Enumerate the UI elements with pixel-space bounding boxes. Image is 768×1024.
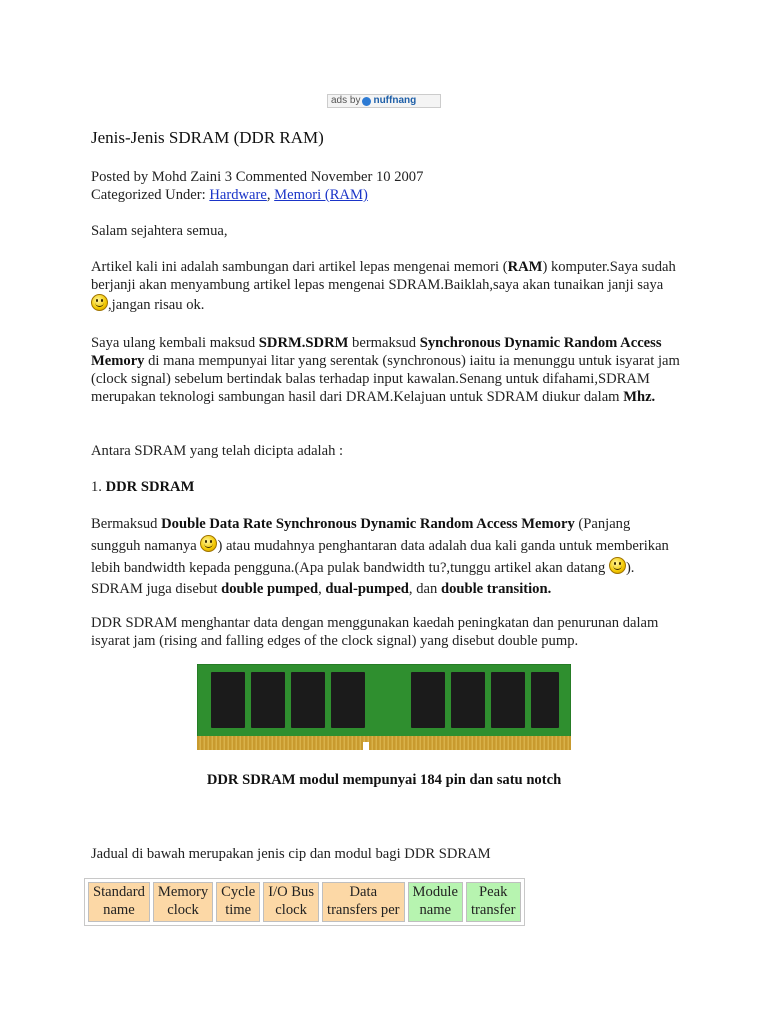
- smiley-icon: [200, 535, 217, 552]
- paragraph-3: Antara SDRAM yang telah dicipta adalah :: [91, 443, 344, 459]
- categorized-label: Categorized Under:: [91, 187, 206, 203]
- ad-brand: nuffnang: [373, 95, 417, 106]
- greeting: Salam sejahtera semua,: [91, 223, 228, 239]
- paragraph-6: Jadual di bawah merupakan jenis cip dan modul bagi DDR SDRAM: [91, 846, 491, 862]
- table-header-cell: Peak transfer: [466, 882, 521, 922]
- ddr-ram-module-image: [197, 664, 571, 754]
- smiley-icon: [91, 294, 108, 311]
- post-title: Jenis-Jenis SDRAM (DDR RAM): [91, 128, 324, 147]
- globe-icon: [362, 97, 371, 106]
- category-link-hardware[interactable]: Hardware: [209, 187, 267, 203]
- table-header-cell: Standard name: [88, 882, 150, 922]
- table-header-cell: Cycle time: [216, 882, 260, 922]
- paragraph-5: DDR SDRAM menghantar data dengan menggunakan kaedah peningkatan dan penurunan dalam isyarat jam (rising and falling edges of the clock signal) yang disebut double pump.: [91, 615, 659, 649]
- paragraph-1: Artikel kali ini adalah sambungan dari artikel lepas mengenai memori (RAM) komputer.Saya sudah berjanji akan menyambung artikel lepas mengenai SDRAM.Baiklah,saya akan tunaikan janji saya ,jangan risau ok.: [91, 259, 676, 313]
- smiley-icon: [609, 557, 626, 574]
- table-header-cell: Module name: [408, 882, 463, 922]
- ad-prefix: ads by: [331, 95, 361, 106]
- section-heading: 1. DDR SDRAM: [91, 479, 195, 495]
- table-header-cell: Data transfers per: [322, 882, 405, 922]
- table-header-row: [88, 882, 521, 922]
- nuffnang-ad-badge[interactable]: [327, 94, 441, 108]
- paragraph-2: Saya ulang kembali maksud SDRM.SDRM bermaksud Synchronous Dynamic Random Access Memory di mana mempunyai litar yang serentak (synchronous) iaitu ia menunggu untuk isyarat jam (clock signal) sebelum bertindak balas terhadap input kawalan.Senang untuk difahami,SDRAM merupakan teknologi sambungan hasil dari DRAM.Kelajuan untuk SDRAM diukur dalam Mhz.: [91, 335, 680, 405]
- post-categories: Categorized Under: Hardware, Memori (RAM): [91, 187, 368, 203]
- image-caption: DDR SDRAM modul mempunyai 184 pin dan satu notch: [206, 772, 562, 788]
- category-link-memori[interactable]: Memori (RAM): [274, 187, 368, 203]
- table-header-cell: Memory clock: [153, 882, 213, 922]
- paragraph-4: Bermaksud Double Data Rate Synchronous Dynamic Random Access Memory (Panjang sungguh namanya ) atau mudahnya penghantaran data adalah dua kali ganda untuk memberikan lebih bandwidth kepada pengguna.(Apa pulak bandwidth tu?,tunggu artikel akan datang ). SDRAM juga disebut double pumped, dual-pumped, dan double transition.: [91, 516, 669, 597]
- ddr-sdram-table: [84, 878, 525, 926]
- post-byline: Posted by Mohd Zaini 3 Commented November 10 2007: [91, 169, 424, 185]
- table-header-cell: I/O Bus clock: [263, 882, 319, 922]
